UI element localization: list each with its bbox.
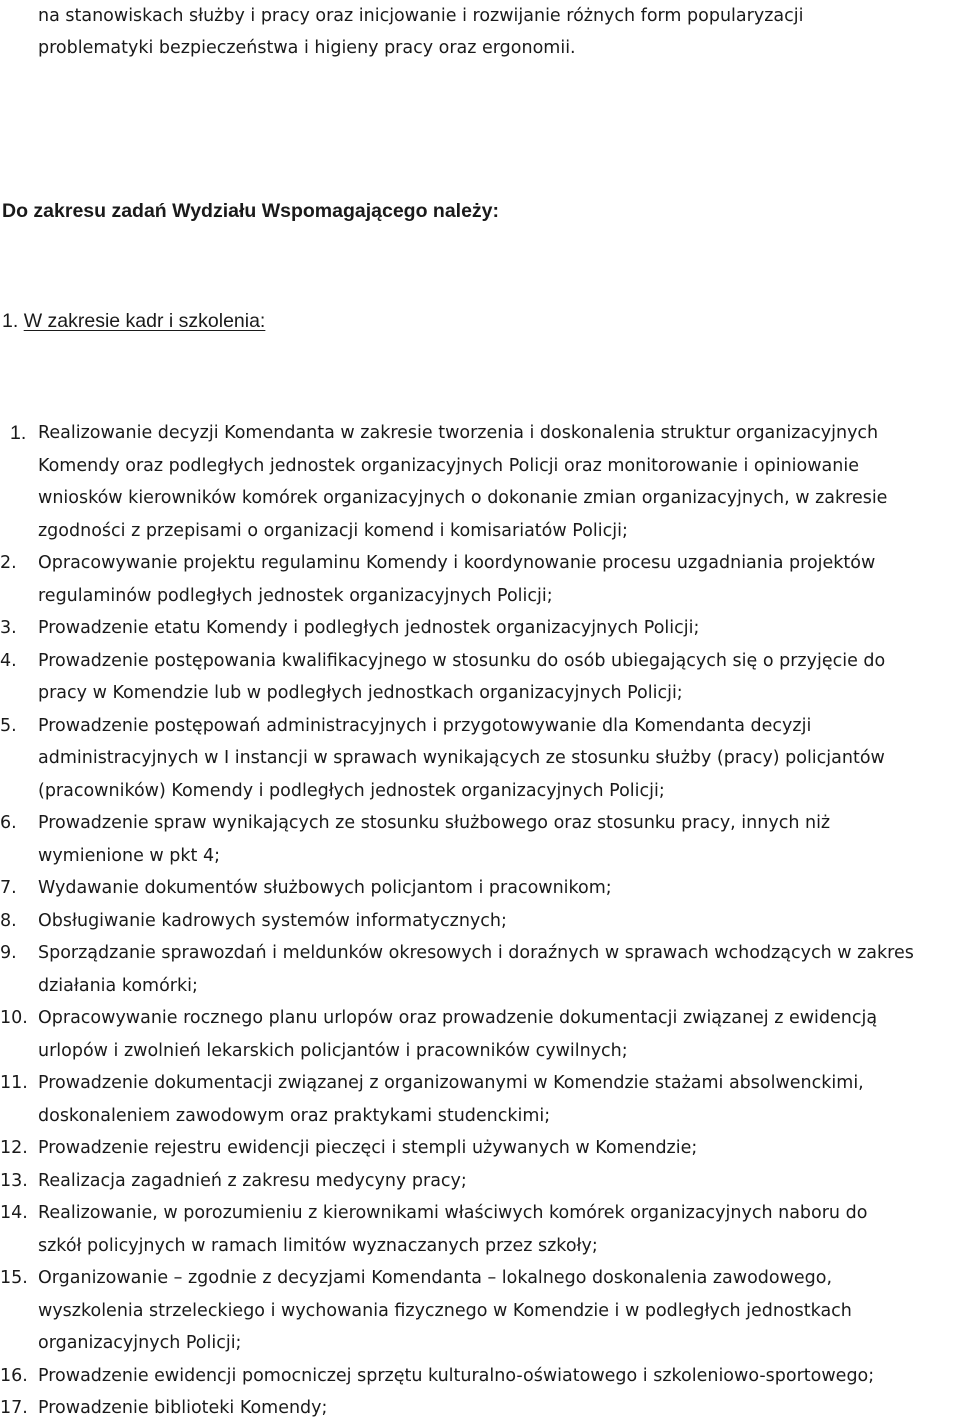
list-item-text-line: Realizowanie, w porozumieniu z kierownikami właściwych komórek organizacyjnych naboru do bbox=[38, 1203, 868, 1223]
list-item-number: 3. bbox=[0, 618, 17, 638]
list-item-text-line: pracy w Komendzie lub w podległych jednostkach organizacyjnych Policji; bbox=[38, 683, 683, 703]
list-item bbox=[0, 1165, 960, 1198]
list-item-text-line: Wydawanie dokumentów służbowych policjantom i pracownikom; bbox=[38, 878, 612, 898]
list-item-text-line: wniosków kierowników komórek organizacyjnych o dokonanie zmian organizacyjnych, w zakresie bbox=[38, 488, 888, 508]
list-item-text-line: Opracowywanie projektu regulaminu Komendy i koordynowanie procesu uzgadniania projektów bbox=[38, 553, 876, 573]
list-item-number: 9. bbox=[0, 943, 17, 963]
list-item-text-line: Opracowywanie rocznego planu urlopów oraz prowadzenie dokumentacji związanej z ewidencją bbox=[38, 1008, 878, 1028]
list-item-text-line: Organizowanie – zgodnie z decyzjami Komendanta – lokalnego doskonalenia zawodowego, bbox=[38, 1268, 833, 1288]
list-item bbox=[0, 1132, 960, 1165]
list-item bbox=[0, 1262, 960, 1360]
list-item bbox=[0, 807, 960, 872]
list-item-number: 4. bbox=[0, 650, 17, 671]
list-item-text-line: organizacyjnych Policji; bbox=[38, 1333, 242, 1353]
list-item bbox=[0, 710, 960, 808]
list-item-number: 8. bbox=[0, 910, 17, 931]
list-item bbox=[0, 547, 960, 612]
subsection-number: 1. bbox=[2, 310, 24, 332]
list-item-number: 6. bbox=[0, 813, 17, 833]
list-item bbox=[0, 905, 960, 938]
list-item-text-line: wyszkolenia strzeleckiego i wychowania fizycznego w Komendzie i w podległych jednostkach bbox=[38, 1300, 852, 1321]
intro-line: problematyki bezpieczeństwa i higieny pracy oraz ergonomii. bbox=[38, 38, 576, 58]
list-item-number: 15. bbox=[0, 1268, 28, 1288]
list-item bbox=[0, 1197, 960, 1262]
list-item-text-line: Prowadzenie postępowania kwalifikacyjnego w stosunku do osób ubiegających się o przyjęcie do bbox=[38, 650, 886, 671]
list-item-number: 17. bbox=[0, 1398, 28, 1418]
list-item bbox=[0, 645, 960, 710]
list-item-number: 10. bbox=[0, 1008, 28, 1028]
list-item-text-line: Prowadzenie etatu Komendy i podległych jednostek organizacyjnych Policji; bbox=[38, 618, 700, 638]
list-item-text-line: Prowadzenie spraw wynikających ze stosunku służbowego oraz stosunku pracy, innych niż bbox=[38, 813, 831, 833]
list-item-text-line: Realizowanie decyzji Komendanta w zakresie tworzenia i doskonalenia struktur organizacyjnych bbox=[38, 423, 879, 443]
subsection-title: W zakresie kadr i szkolenia: bbox=[23, 310, 266, 332]
list-item bbox=[0, 937, 960, 1002]
list-item bbox=[0, 417, 960, 547]
subsection-heading bbox=[2, 305, 265, 337]
list-item-text-line: Komendy oraz podległych jednostek organizacyjnych Policji oraz monitorowanie i opiniowanie bbox=[38, 455, 859, 476]
list-item-text-line: Sporządzanie sprawozdań i meldunków okresowych i doraźnych w sprawach wchodzących w zakres bbox=[38, 943, 914, 963]
list-item-text-line: Prowadzenie dokumentacji związanej z organizowanymi w Komendzie stażami absolwenckimi, bbox=[38, 1073, 864, 1093]
list-item-number: 14. bbox=[0, 1203, 28, 1223]
list-item-text-line: administracyjnych w I instancji w sprawach wynikających ze stosunku służby (pracy) policjantów bbox=[38, 748, 885, 768]
list-item-text-line: Prowadzenie biblioteki Komendy; bbox=[38, 1398, 328, 1418]
list-item-text-line: Obsługiwanie kadrowych systemów informatycznych; bbox=[38, 910, 507, 931]
list-item-number: 7. bbox=[0, 878, 17, 898]
intro-paragraph bbox=[38, 0, 938, 64]
list-item-text-line: doskonaleniem zawodowym oraz praktykami studenckimi; bbox=[38, 1105, 551, 1126]
list-item bbox=[0, 1392, 960, 1425]
list-item-text-line: działania komórki; bbox=[38, 975, 198, 996]
list-item-text-line: Prowadzenie postępowań administracyjnych i przygotowywanie dla Komendanta decyzji bbox=[38, 715, 812, 736]
list-item-text-line: urlopów i zwolnień lekarskich policjantów i pracowników cywilnych; bbox=[38, 1040, 628, 1061]
list-item-text-line: Prowadzenie rejestru ewidencji pieczęci i stempli używanych w Komendzie; bbox=[38, 1138, 698, 1158]
list-item-text-line: regulaminów podległych jednostek organizacyjnych Policji; bbox=[38, 585, 553, 606]
list-item bbox=[0, 612, 960, 645]
list-item-text-line: zgodności z przepisami o organizacji komend i komisariatów Policji; bbox=[38, 520, 628, 541]
task-list bbox=[0, 417, 960, 1425]
list-item bbox=[0, 1002, 960, 1067]
list-item-text-line: szkół policyjnych w ramach limitów wyznaczanych przez szkoły; bbox=[38, 1235, 598, 1256]
list-item-number: 11. bbox=[0, 1073, 28, 1093]
list-item bbox=[0, 1360, 960, 1393]
list-item-number: 1. bbox=[10, 422, 27, 444]
list-item-text-line: (pracowników) Komendy i podległych jednostek organizacyjnych Policji; bbox=[38, 780, 665, 801]
list-item-text-line: Realizacja zagadnień z zakresu medycyny pracy; bbox=[38, 1170, 467, 1191]
list-item-number: 13. bbox=[0, 1170, 28, 1191]
list-item-number: 12. bbox=[0, 1138, 28, 1158]
list-item-text-line: Prowadzenie ewidencji pomocniczej sprzętu kulturalno-oświatowego i szkoleniowo-sportowego; bbox=[38, 1365, 875, 1386]
list-item-number: 16. bbox=[0, 1365, 28, 1386]
list-item bbox=[0, 1067, 960, 1132]
section-heading: Do zakresu zadań Wydziału Wspomagającego należy: bbox=[2, 200, 500, 222]
list-item-number: 2. bbox=[0, 553, 17, 573]
intro-line: na stanowiskach służby i pracy oraz inicjowanie i rozwijanie różnych form popularyzacji bbox=[38, 6, 804, 26]
list-item bbox=[0, 872, 960, 905]
list-item-number: 5. bbox=[0, 715, 17, 736]
list-item-text-line: wymienione w pkt 4; bbox=[38, 845, 220, 866]
